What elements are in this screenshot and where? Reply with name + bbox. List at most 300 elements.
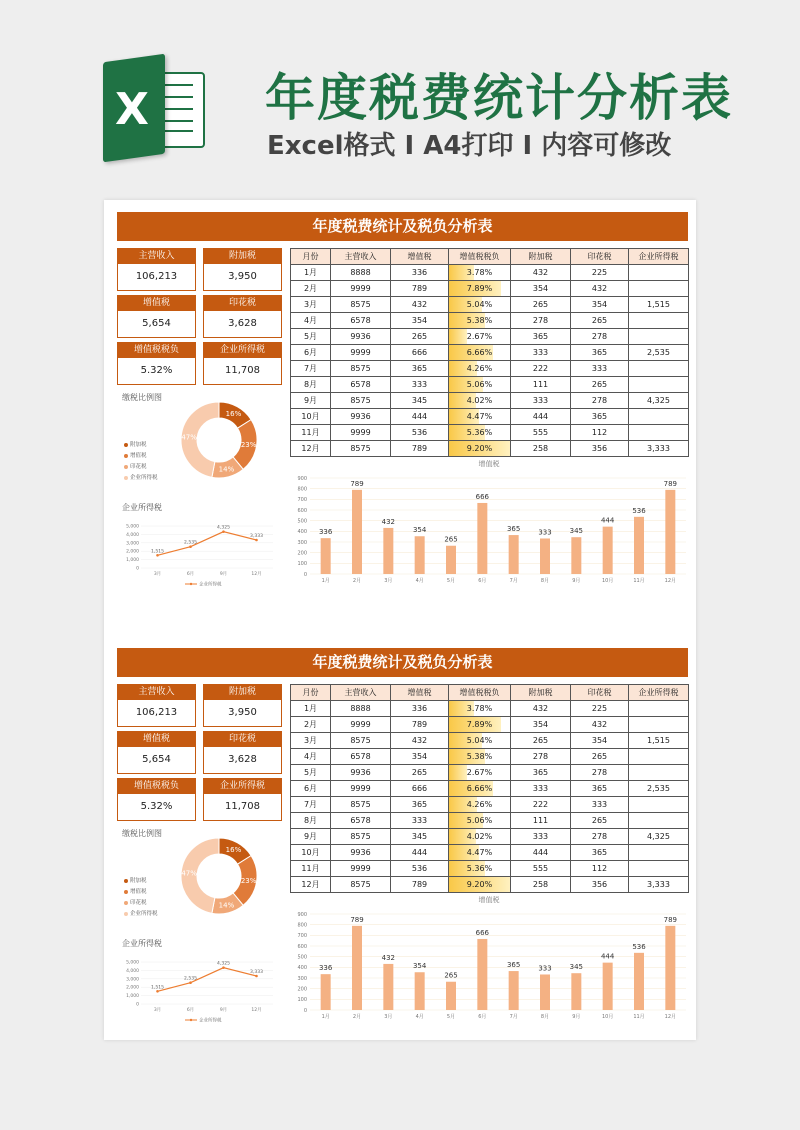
bar-mark [446,546,456,574]
table-cell: 8月 [291,813,331,829]
bar-x-tick: 2月 [352,578,362,584]
table-cell [629,377,689,393]
donut-slice-label: 23% [240,877,257,886]
rate-value: 4.26% [466,364,493,373]
line-y-tick: 2,000 [126,549,139,555]
summary-card [203,248,282,291]
summary-card [203,342,282,385]
monthly-tax-table [290,248,689,457]
tax-sheet [104,200,696,588]
bar-data-label: 666 [475,928,490,937]
table-cell: 789 [391,281,449,297]
bar-mark [321,974,331,1010]
bar-data-label: 444 [600,952,615,961]
bar-y-tick: 300 [297,539,307,546]
bar-y-tick: 100 [297,561,307,568]
table-cell: 2月 [291,717,331,733]
bar-x-tick: 3月 [384,578,393,584]
summary-value: 106,213 [135,707,178,718]
bar-x-tick: 4月 [415,1014,424,1020]
table-cell: 666 [391,345,449,361]
sub-title: Excel格式 I A4打印 I 内容可修改 [267,131,672,161]
bar-y-tick: 400 [297,965,307,972]
table-cell: 789 [391,441,449,457]
line-data-label: 4,325 [217,961,230,967]
rate-value: 4.47% [466,848,493,857]
rate-value: 2.67% [466,768,493,777]
bar-x-tick: 5月 [446,578,456,584]
bar-y-tick: 600 [297,943,307,950]
bar-x-tick: 9月 [572,1014,581,1020]
table-cell: 265 [571,749,629,765]
table-cell: 278 [571,393,629,409]
table-row [291,797,689,813]
table-cell: 536 [391,425,449,441]
table-cell: 2,535 [629,345,689,361]
rate-value: 5.38% [466,316,493,325]
table-row [291,425,689,441]
table-cell: 10月 [291,845,331,861]
bar-x-tick: 10月 [601,1014,614,1020]
table-cell: 278 [511,313,571,329]
table-cell: 11月 [291,861,331,877]
donut-title: 缴税比例图 [122,829,162,838]
legend-dot [124,476,128,480]
table-cell: 9936 [331,845,391,861]
rate-value: 5.06% [466,816,493,825]
bar-chart-title: 增值税 [478,896,500,904]
table-cell: 12月 [291,441,331,457]
bar-y-tick: 200 [297,550,307,557]
bar-mark [383,964,393,1010]
table-cell: 333 [511,829,571,845]
table-cell: 1月 [291,265,331,281]
legend-item [124,898,158,909]
line-point [189,545,192,548]
bar-mark [415,536,425,574]
line-data-label: 4,325 [217,525,230,531]
bar-mark [603,527,613,574]
table-cell [449,781,511,797]
summary-card [117,731,196,774]
rate-value: 7.89% [466,720,493,729]
table-cell: 7月 [291,361,331,377]
bar-x-tick: 11月 [633,1014,645,1020]
table-cell: 1,515 [629,733,689,749]
bar-mark [665,926,675,1010]
table-header-cell: 印花税 [571,685,629,701]
table-cell [449,409,511,425]
bar-data-label: 432 [381,953,396,962]
table-cell: 265 [511,297,571,313]
summary-value: 5,654 [142,318,171,329]
rate-value: 5.06% [466,380,493,389]
table-cell: 365 [571,781,629,797]
table-header-cell: 主营收入 [331,249,391,265]
table-cell: 112 [571,425,629,441]
bar-data-label: 432 [381,517,396,526]
table-cell: 3月 [291,297,331,313]
bar-mark [352,490,362,574]
table-cell: 356 [571,441,629,457]
bar-data-label: 265 [444,535,458,544]
line-chart [117,954,277,1026]
rate-data-bar [449,329,467,344]
legend-label: 企业所得税 [130,475,158,481]
table-cell: 8888 [331,701,391,717]
rate-value: 6.66% [466,348,493,357]
table-header-cell: 增值税税负 [449,249,511,265]
line-point [222,966,225,969]
table-cell [629,329,689,345]
table-row [291,313,689,329]
table-row [291,361,689,377]
table-cell: 6578 [331,377,391,393]
table-cell: 333 [571,361,629,377]
table-cell: 9999 [331,781,391,797]
summary-label: 企业所得税 [204,343,281,358]
summary-card [203,778,282,821]
line-data-label: 1,515 [151,549,164,555]
table-row [291,829,689,845]
table-cell: 354 [391,749,449,765]
legend-item [124,440,158,451]
line-x-tick: 12月 [251,1008,262,1013]
legend-item [124,887,158,898]
bar-y-tick: 200 [297,986,307,993]
table-header-cell: 月份 [291,685,331,701]
table-cell: 265 [571,313,629,329]
line-y-tick: 5,000 [126,524,139,530]
table-cell: 6月 [291,345,331,361]
donut-legend [124,440,158,484]
table-cell: 4月 [291,749,331,765]
table-cell: 222 [511,361,571,377]
bar-data-label: 365 [506,961,521,970]
table-cell: 7月 [291,797,331,813]
summary-label: 主营收入 [118,685,195,700]
bar-mark [665,490,675,574]
rate-value: 9.20% [466,880,493,889]
document-page [104,200,696,1040]
line-point [222,530,225,533]
rate-value: 4.02% [466,396,493,405]
summary-label: 企业所得税 [204,779,281,794]
bar-y-tick: 500 [297,954,307,961]
table-cell: 333 [391,813,449,829]
table-cell: 345 [391,829,449,845]
bar-x-tick: 2月 [352,1014,362,1020]
table-cell: 258 [511,877,571,893]
table-header-row [291,685,689,701]
table-cell: 258 [511,441,571,457]
table-row [291,733,689,749]
bar-y-tick: 900 [297,475,307,482]
line-data-label: 2,535 [184,540,197,546]
table-cell [629,425,689,441]
table-cell: 8575 [331,877,391,893]
bar-mark [321,538,331,574]
bar-y-tick: 500 [297,518,307,525]
bar-mark [540,974,550,1010]
table-cell: 8575 [331,361,391,377]
table-cell: 8888 [331,265,391,281]
summary-value: 3,628 [228,318,257,329]
table-header-row [291,249,689,265]
line-x-tick: 3月 [153,572,162,577]
bar-chart [290,896,688,1028]
table-cell: 432 [391,733,449,749]
rate-value: 3.78% [466,268,493,277]
table-cell: 111 [511,813,571,829]
table-row [291,861,689,877]
table-cell [629,265,689,281]
table-cell: 112 [571,861,629,877]
table-cell [449,749,511,765]
table-cell: 8575 [331,733,391,749]
table-cell: 8575 [331,393,391,409]
table-cell: 555 [511,425,571,441]
bar-y-tick: 0 [303,1007,307,1014]
table-row [291,765,689,781]
bar-mark [446,982,456,1010]
table-cell: 8575 [331,829,391,845]
donut-chart [179,836,259,916]
line-point [156,554,159,557]
table-cell: 1月 [291,701,331,717]
line-data-label: 2,535 [184,976,197,982]
table-cell: 225 [571,701,629,717]
bar-x-tick: 8月 [540,578,550,584]
table-cell [629,313,689,329]
table-cell: 345 [391,393,449,409]
line-y-tick: 1,000 [126,994,139,1000]
table-cell: 354 [571,297,629,313]
table-cell: 2,535 [629,781,689,797]
summary-card [203,684,282,727]
bar-x-tick: 1月 [321,578,330,584]
summary-card [117,778,196,821]
line-y-tick: 0 [136,1002,139,1008]
line-y-tick: 3,000 [126,977,139,983]
bar-data-label: 789 [350,915,364,924]
tax-sheet [104,636,696,1024]
line-data-label: 3,333 [250,534,263,540]
summary-label: 增值税 [118,732,195,747]
table-cell [629,845,689,861]
summary-card [203,731,282,774]
table-row [291,297,689,313]
rate-value: 7.89% [466,284,493,293]
line-x-tick: 6月 [186,572,195,577]
legend-item [124,909,158,920]
table-cell: 432 [571,717,629,733]
table-cell [629,765,689,781]
table-cell [449,313,511,329]
table-cell: 12月 [291,877,331,893]
bar-data-label: 789 [350,479,364,488]
bar-mark [634,953,644,1010]
table-cell: 336 [391,265,449,281]
table-cell: 333 [571,797,629,813]
table-cell [449,281,511,297]
table-cell: 444 [511,409,571,425]
table-cell: 432 [391,297,449,313]
table-cell [449,265,511,281]
bar-data-label: 789 [663,915,678,924]
donut-slice-label: 47% [181,869,197,878]
legend-dot [124,443,128,447]
bar-mark [383,528,393,574]
table-cell: 666 [391,781,449,797]
line-chart [117,518,277,590]
table-cell: 222 [511,797,571,813]
table-cell: 4月 [291,313,331,329]
bar-mark [603,963,613,1010]
page-header [0,0,800,195]
bar-mark [509,971,519,1010]
table-cell: 356 [571,877,629,893]
table-cell: 365 [571,845,629,861]
bar-data-label: 336 [318,528,333,537]
summary-card [117,684,196,727]
bar-data-label: 333 [538,528,552,537]
line-chart-title: 企业所得税 [122,939,162,948]
bar-y-tick: 600 [297,507,307,514]
table-cell: 278 [571,765,629,781]
line-x-tick: 3月 [153,1008,162,1013]
bar-y-tick: 700 [297,497,307,504]
table-cell: 365 [511,329,571,345]
rate-value: 4.47% [466,412,493,421]
summary-card [117,248,196,291]
donut-slice-label: 47% [181,433,197,442]
table-cell [449,377,511,393]
table-cell: 9月 [291,393,331,409]
summary-card [117,295,196,338]
table-cell: 9999 [331,717,391,733]
summary-label: 印花税 [204,296,281,311]
table-cell: 5月 [291,765,331,781]
line-x-tick: 12月 [251,572,262,577]
bar-y-tick: 900 [297,911,307,918]
table-cell: 432 [511,701,571,717]
table-cell: 11月 [291,425,331,441]
line-point [156,990,159,993]
table-cell: 8月 [291,377,331,393]
bar-x-tick: 8月 [540,1014,550,1020]
table-cell: 354 [391,313,449,329]
table-cell: 3月 [291,733,331,749]
legend-label: 附加税 [130,878,147,884]
legend-label: 印花税 [130,900,147,906]
line-point [189,981,192,984]
table-cell: 365 [511,765,571,781]
table-row [291,377,689,393]
table-header-cell: 附加税 [511,249,571,265]
table-cell: 6月 [291,781,331,797]
table-cell: 354 [511,281,571,297]
summary-value: 11,708 [225,801,260,812]
bar-mark [634,517,644,574]
bar-x-tick: 4月 [415,578,424,584]
line-point [255,539,258,542]
donut-slice-label: 14% [218,465,235,474]
bar-y-tick: 300 [297,975,307,982]
table-cell [449,813,511,829]
table-cell: 111 [511,377,571,393]
bar-y-tick: 800 [297,922,307,929]
bar-x-tick: 1月 [321,1014,330,1020]
legend-item [124,462,158,473]
bar-x-tick: 7月 [509,578,518,584]
bar-data-label: 536 [632,506,646,515]
table-row [291,813,689,829]
table-row [291,345,689,361]
bar-data-label: 265 [444,971,458,980]
table-cell: 8575 [331,297,391,313]
summary-value: 11,708 [225,365,260,376]
donut-slice-label: 16% [225,846,242,855]
donut-title: 缴税比例图 [122,393,162,402]
bar-mark [477,939,487,1010]
rate-value: 5.36% [466,428,493,437]
legend-label: 印花税 [130,464,147,470]
summary-card [117,342,196,385]
bar-mark [477,503,487,574]
table-cell: 265 [571,813,629,829]
rate-value: 4.02% [466,832,493,841]
legend-dot [124,912,128,916]
line-legend-marker [190,583,192,585]
table-header-cell: 附加税 [511,685,571,701]
table-cell: 265 [571,377,629,393]
table-cell [449,425,511,441]
table-cell: 354 [571,733,629,749]
donut-legend [124,876,158,920]
table-cell: 9936 [331,765,391,781]
table-cell: 444 [391,409,449,425]
legend-dot [124,901,128,905]
table-row [291,281,689,297]
donut-slice-label: 23% [240,441,257,450]
table-header-cell: 企业所得税 [629,685,689,701]
bar-data-label: 789 [663,479,678,488]
table-cell: 333 [391,377,449,393]
line-legend-marker [190,1019,192,1021]
summary-value: 5.32% [140,801,173,812]
bar-data-label: 365 [506,525,521,534]
bar-x-tick: 9月 [572,578,581,584]
bar-x-tick: 6月 [478,1014,487,1020]
donut-slice-label: 14% [218,901,235,910]
table-row [291,265,689,281]
table-cell: 333 [511,345,571,361]
legend-item [124,473,158,484]
monthly-tax-table [290,684,689,893]
table-cell [449,441,511,457]
table-header-cell: 增值税 [391,685,449,701]
table-cell: 278 [511,749,571,765]
rate-value: 9.20% [466,444,493,453]
table-header-cell: 月份 [291,249,331,265]
table-cell [629,281,689,297]
bar-x-tick: 7月 [509,1014,518,1020]
table-cell: 265 [511,733,571,749]
rate-value: 5.04% [466,736,493,745]
line-y-tick: 0 [136,566,139,572]
logo-letter: X [115,84,149,135]
